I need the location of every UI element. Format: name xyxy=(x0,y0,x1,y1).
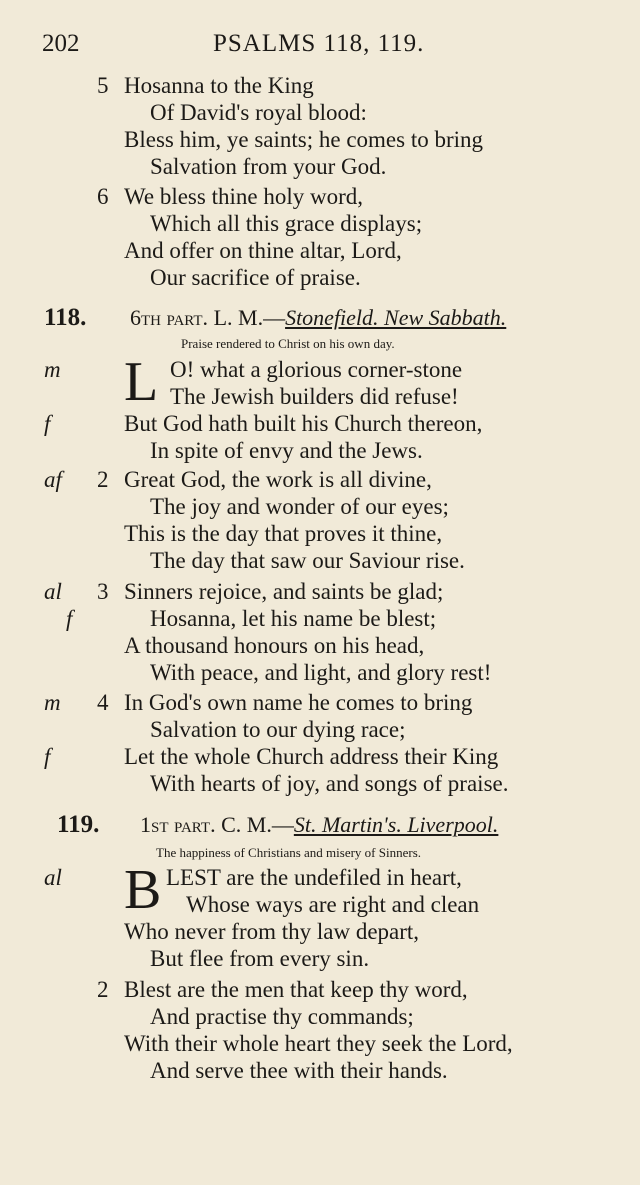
hymn-part: 6th part. xyxy=(130,305,209,330)
hymn-subtitle: Praise rendered to Christ on his own day. xyxy=(181,336,395,351)
hymn-part: 1st part. xyxy=(140,812,216,837)
dynamic-mark: al xyxy=(44,865,62,890)
verse-line: A thousand honours on his head, xyxy=(124,633,425,658)
verse-line: Bless him, ye saints; he comes to bring xyxy=(124,127,484,152)
verse-line: Which all this grace displays; xyxy=(150,211,423,236)
verse-line: The Jewish builders did refuse! xyxy=(170,384,459,409)
verse-line: In spite of envy and the Jews. xyxy=(150,438,423,463)
dynamic-mark: f xyxy=(66,606,73,631)
verse-number: 6 xyxy=(97,184,109,209)
verse-line: With hearts of joy, and songs of praise. xyxy=(150,771,509,796)
hymn-meter: C. M.— xyxy=(221,812,294,837)
hymn-number: 118. xyxy=(44,304,87,331)
hymn-tunes: St. Martin's. Liverpool. xyxy=(293,812,499,837)
verse-number: 3 xyxy=(97,579,109,604)
hymn-tunes: Stonefield. New Sabbath. xyxy=(285,305,507,330)
drop-cap: B xyxy=(124,859,162,921)
verse-line: Our sacrifice of praise. xyxy=(150,265,361,290)
verse-line: LEST are the undefiled in heart, xyxy=(166,865,462,890)
dynamic-mark: m xyxy=(44,690,61,715)
dynamic-mark: f xyxy=(44,411,51,436)
verse-line: The joy and wonder of our eyes; xyxy=(150,494,449,519)
verse-line: Hosanna, let his name be blest; xyxy=(150,606,437,631)
verse-number: 5 xyxy=(97,73,109,98)
hymn-heading xyxy=(130,303,506,333)
verse-line: And practise thy commands; xyxy=(150,1004,414,1029)
verse-line: Blest are the men that keep thy word, xyxy=(124,977,468,1002)
dynamic-mark: af xyxy=(44,467,62,492)
verse-number: 4 xyxy=(97,690,109,715)
hymn-number: 119. xyxy=(57,811,100,838)
verse-line: And offer on thine altar, Lord, xyxy=(124,238,402,263)
verse-line: With their whole heart they seek the Lord, xyxy=(124,1031,513,1056)
verse-line: In God's own name he comes to bring xyxy=(124,690,473,715)
dynamic-mark: m xyxy=(44,357,61,382)
page-title: PSALMS 118, 119. xyxy=(213,30,425,57)
verse-number: 2 xyxy=(97,977,109,1002)
verse-line: Whose ways are right and clean xyxy=(186,892,480,917)
verse-line: Great God, the work is all divine, xyxy=(124,467,432,492)
dynamic-mark: f xyxy=(44,744,51,769)
verse-line: Hosanna to the King xyxy=(124,73,314,98)
drop-cap: L xyxy=(124,351,159,413)
verse-number: 2 xyxy=(97,467,109,492)
hymn-meter: L. M.— xyxy=(213,305,286,330)
verse-line: Let the whole Church address their King xyxy=(124,744,499,769)
verse-line: But flee from every sin. xyxy=(150,946,370,971)
page-number: 202 xyxy=(42,30,80,57)
verse-line: Sinners rejoice, and saints be glad; xyxy=(124,579,444,604)
verse-line: But God hath built his Church thereon, xyxy=(124,411,483,436)
verse-line: This is the day that proves it thine, xyxy=(124,521,443,546)
verse-line: We bless thine holy word, xyxy=(124,184,363,209)
verse-line: Salvation to our dying race; xyxy=(150,717,406,742)
dynamic-mark: al xyxy=(44,579,62,604)
verse-line: Of David's royal blood: xyxy=(150,100,367,125)
verse-line: Salvation from your God. xyxy=(150,154,387,179)
hymn-subtitle: The happiness of Christians and misery of Sinners. xyxy=(156,845,422,860)
verse-line: The day that saw our Saviour rise. xyxy=(150,548,465,573)
verse-line: And serve thee with their hands. xyxy=(150,1058,448,1083)
hymn-heading xyxy=(140,810,498,840)
verse-line: Who never from thy law depart, xyxy=(124,919,420,944)
verse-line: With peace, and light, and glory rest! xyxy=(150,660,492,685)
verse-line: O! what a glorious corner-stone xyxy=(170,357,463,382)
